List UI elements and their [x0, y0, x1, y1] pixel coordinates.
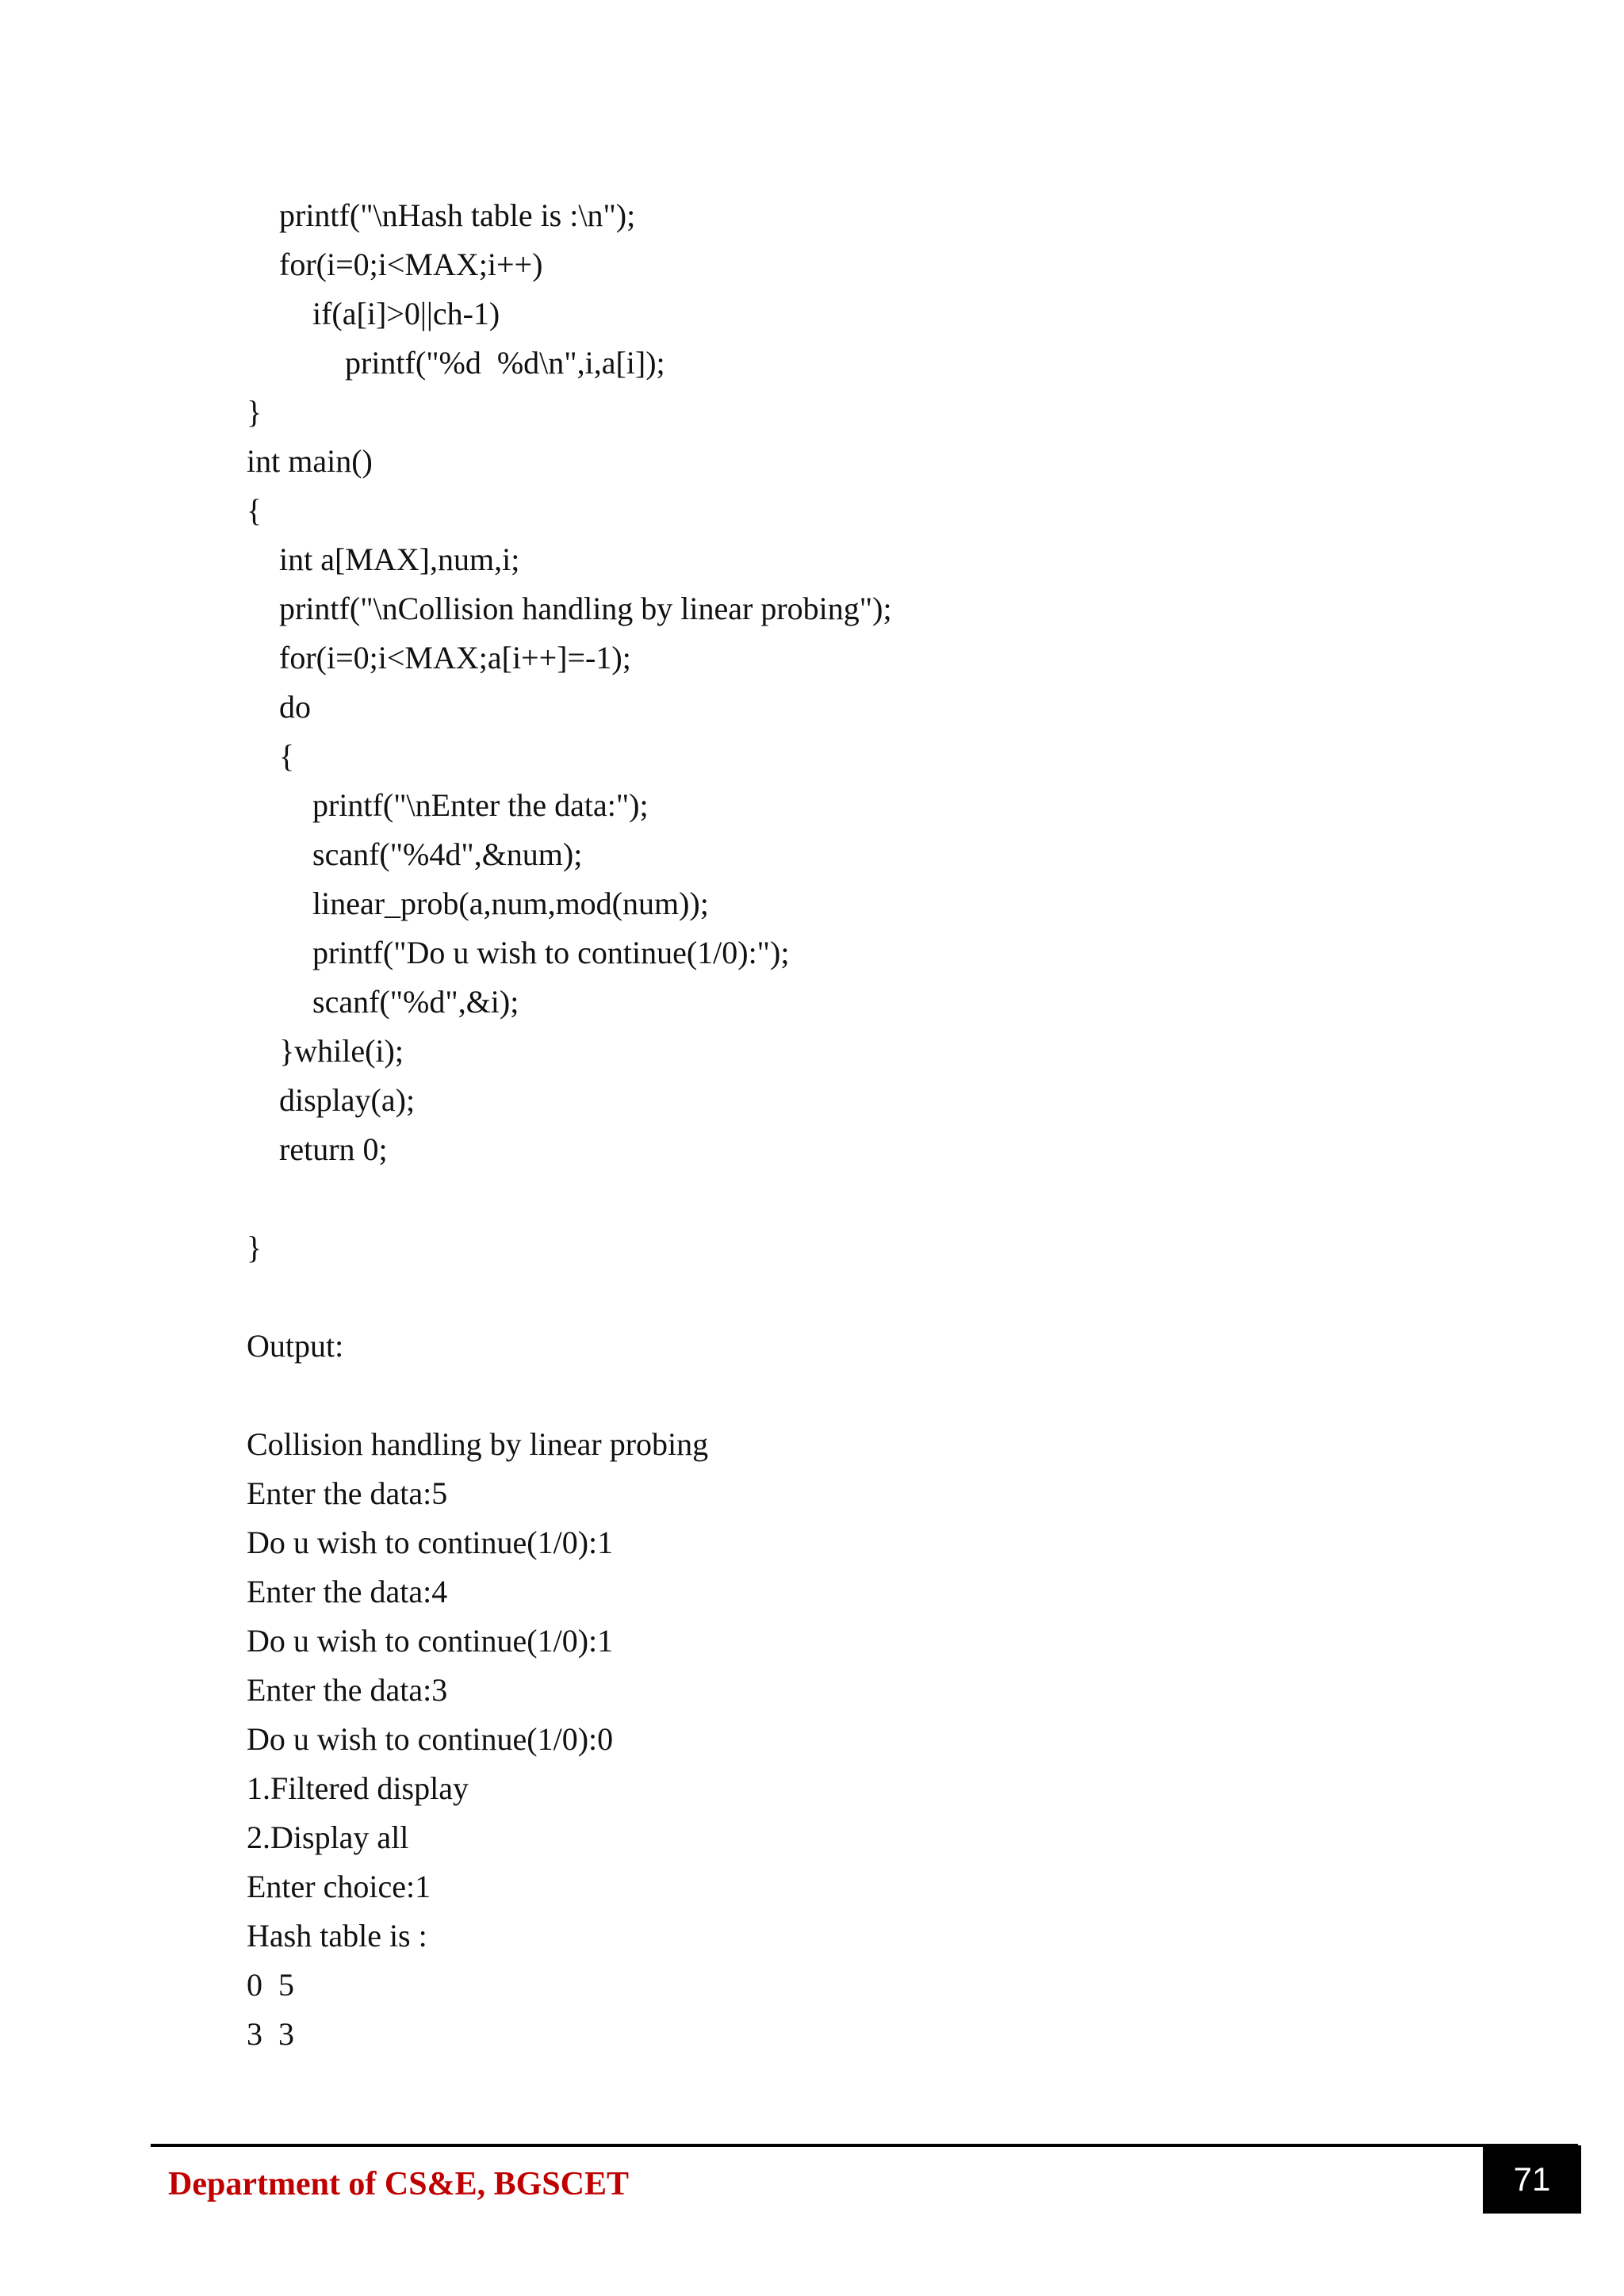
code-line: scanf("%4d",&num);: [312, 836, 583, 872]
code-line: display(a);: [279, 1082, 416, 1118]
code-line: if(a[i]>0||ch-1): [312, 296, 500, 331]
code-line: do: [279, 689, 311, 725]
output-line: Do u wish to continue(1/0):1: [247, 1623, 614, 1659]
code-line: return 0;: [279, 1131, 388, 1167]
output-line: 0 5: [247, 1967, 294, 2003]
output-line: Enter the data:4: [247, 1574, 448, 1609]
output-line: Do u wish to continue(1/0):0: [247, 1721, 614, 1757]
output-line: Do u wish to continue(1/0):1: [247, 1525, 614, 1560]
code-line: for(i=0;i<MAX;a[i++]=-1);: [279, 640, 631, 675]
code-line: }while(i);: [279, 1033, 404, 1069]
output-line: Enter choice:1: [247, 1869, 431, 1904]
code-line: int main(): [247, 443, 373, 479]
code-line: printf("\nHash table is :\n");: [279, 197, 636, 233]
code-line: {: [279, 738, 295, 774]
output-line: 2.Display all: [247, 1820, 409, 1855]
footer-divider: [151, 2144, 1578, 2147]
code-line: }: [247, 394, 262, 430]
code-line: printf("\nCollision handling by linear probing");: [279, 591, 892, 626]
code-line: }: [247, 1230, 262, 1265]
code-line: printf("Do u wish to continue(1/0):");: [312, 935, 790, 970]
page-number-badge: [1483, 2145, 1581, 2214]
output-heading: Output:: [247, 1328, 344, 1364]
code-line: int a[MAX],num,i;: [279, 541, 520, 577]
output-line: Enter the data:3: [247, 1672, 448, 1708]
code-line: printf("\nEnter the data:");: [312, 787, 649, 823]
output-line: 1.Filtered display: [247, 1770, 469, 1806]
output-line: Enter the data:5: [247, 1475, 448, 1511]
output-line: 3 3: [247, 2016, 294, 2052]
footer-department: Department of CS&E, BGSCET: [168, 2166, 630, 2202]
code-line: linear_prob(a,num,mod(num));: [312, 886, 709, 921]
code-line: scanf("%d",&i);: [312, 984, 519, 1020]
code-line: for(i=0;i<MAX;i++): [279, 247, 543, 282]
output-line: Hash table is :: [247, 1918, 427, 1954]
code-line: {: [247, 492, 262, 528]
page-number: 71: [1513, 2160, 1551, 2198]
output-line: Collision handling by linear probing: [247, 1426, 709, 1462]
code-line: printf("%d %d\n",i,a[i]);: [345, 345, 665, 381]
